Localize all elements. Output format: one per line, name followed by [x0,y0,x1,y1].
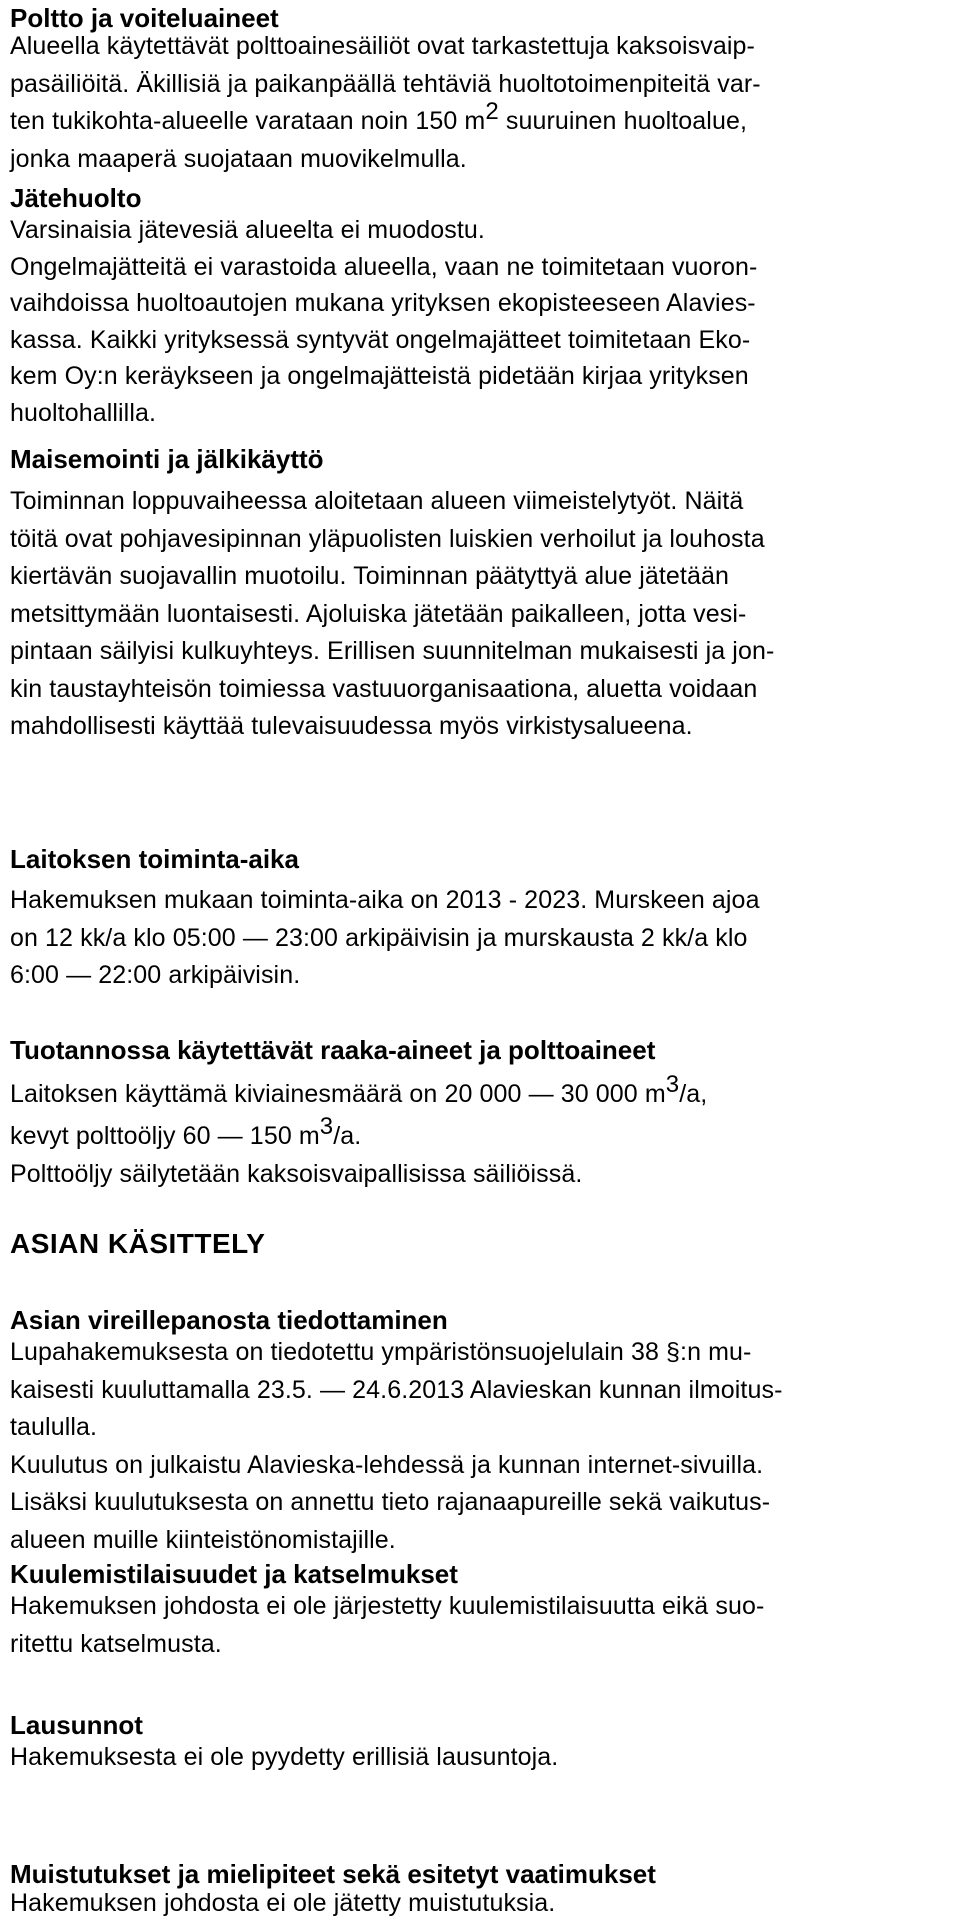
text-line: töitä ovat pohjavesipinnan yläpuolisten luiskien verhoilut ja louhosta [10,524,765,553]
text-line: alueen muille kiinteistönomistajille. [10,1525,396,1554]
text-segment: Laitoksen käyttämä kiviainesmäärä on 20 000 — 30 000 m [10,1080,666,1108]
text-segment: /a, [679,1080,708,1108]
text-line-with-superscript [10,1113,950,1156]
paragraph-lausunnot [10,1739,950,1777]
text-segment: suuruinen huoltoalue, [498,107,748,135]
text-line-with-superscript [10,1071,950,1118]
text-line: kaisesti kuuluttamalla 23.5. — 24.6.2013 Alavieskan kunnan ilmoitus- [10,1375,783,1404]
text-segment: /a. [333,1122,362,1150]
heading-muistutukset: Muistutukset ja mielipiteet sekä esitetyt vaatimukset [10,1859,656,1889]
heading-maisemointi: Maisemointi ja jälkikäyttö [10,444,324,474]
heading-vireillepano: Asian vireillepanosta tiedottaminen [10,1305,448,1335]
text-line: pasäiliöitä. Äkillisiä ja paikanpäällä tehtäviä huoltotoimenpiteitä var- [10,69,761,98]
text-segment: ten tukikohta-alueelle varataan noin 150 m [10,107,486,135]
text-line: Varsinaisia jätevesiä alueelta ei muodostu. [10,216,485,244]
text-line: 6:00 — 22:00 arkipäivisin. [10,961,301,989]
superscript: 2 [485,98,499,125]
text-line: on 12 kk/a klo 05:00 — 23:00 arkipäivisin ja murskausta 2 kk/a klo [10,923,748,952]
text-line: Lupahakemuksesta on tiedotettu ympäristönsuojelulain 38 §:n mu- [10,1338,752,1366]
paragraph-maisemointi [10,483,950,746]
text-line: Ongelmajätteitä ei varastoida alueella, vaan ne toimitetaan vuoron- [10,252,758,281]
text-line: Hakemuksen johdosta ei ole järjestetty kuulemistilaisuutta eikä suo- [10,1592,765,1620]
text-line: vaihdoissa huoltoautojen mukana yrityksen ekopisteeseen Alavies- [10,289,756,317]
section-title-asian-kasittely: ASIAN KÄSITTELY [10,1228,266,1259]
text-line: Hakemuksen johdosta ei ole jätetty muistutuksia. [10,1889,556,1917]
paragraph-jatehuolto [10,212,950,431]
heading-lausunnot: Lausunnot [10,1710,143,1740]
heading-poltto: Poltto ja voiteluaineet [10,3,279,33]
heading-jatehuolto: Jätehuolto [10,183,142,213]
text-line: Toiminnan loppuvaiheessa aloitetaan alueen viimeistelytyöt. Näitä [10,487,744,515]
text-line: pintaan säilyisi kulkuyhteys. Erillisen suunnitelman mukaisesti ja jon- [10,637,775,665]
text-line: Lisäksi kuulutuksesta on annettu tieto rajanaapureille sekä vaikutus- [10,1488,771,1516]
heading-kuulemistilaisuudet: Kuulemistilaisuudet ja katselmukset [10,1559,458,1589]
paragraph-toiminta-aika [10,882,950,995]
text-line: metsittymään luontaisesti. Ajoluiska jätetään paikalleen, jotta vesi- [10,599,747,628]
paragraph-raaka-aineet [10,1071,950,1194]
superscript: 3 [319,1113,334,1140]
paragraph-kuulemistilaisuudet [10,1588,950,1663]
text-line: Hakemuksesta ei ole pyydetty erillisiä lausuntoja. [10,1743,559,1771]
text-segment: kevyt polttoöljy 60 — 150 m [10,1122,320,1150]
text-line: jonka maaperä suojataan muovikelmulla. [10,144,467,173]
text-line: ritettu katselmusta. [10,1629,222,1658]
text-line-with-superscript [10,98,950,141]
text-line: kin taustayhteisön toimiessa vastuuorganisaationa, aluetta voidaan [10,674,758,703]
text-line: Kuulutus on julkaistu Alavieska-lehdessä ja kunnan internet-sivuilla. [10,1450,764,1479]
text-line: mahdollisesti käyttää tulevaisuudessa myös virkistysalueena. [10,712,693,740]
text-line: Polttoöljy säilytetään kaksoisvaipallisissa säiliöissä. [10,1160,583,1188]
text-line: Alueella käytettävät polttoainesäiliöt ovat tarkastettuja kaksoisvaip- [10,32,755,60]
paragraph-poltto [10,28,950,178]
text-line: kem Oy:n keräykseen ja ongelmajätteistä pidetään kirjaa yrityksen [10,362,749,390]
text-line: kassa. Kaikki yrityksessä syntyvät ongelmajätteet toimitetaan Eko- [10,325,751,354]
paragraph-vireillepano [10,1334,950,1559]
heading-toiminta-aika: Laitoksen toiminta-aika [10,844,299,874]
text-line: Hakemuksen mukaan toiminta-aika on 2013 - 2023. Murskeen ajoa [10,886,760,914]
text-line: taululla. [10,1413,98,1441]
superscript: 3 [665,1071,680,1098]
text-line: huoltohallilla. [10,398,157,427]
heading-raaka-aineet: Tuotannossa käytettävät raaka-aineet ja polttoaineet [10,1035,656,1065]
text-line: kiertävän suojavallin muotoilu. Toiminnan päätyttyä alue jätetään [10,562,729,590]
paragraph-muistutukset [10,1885,950,1923]
